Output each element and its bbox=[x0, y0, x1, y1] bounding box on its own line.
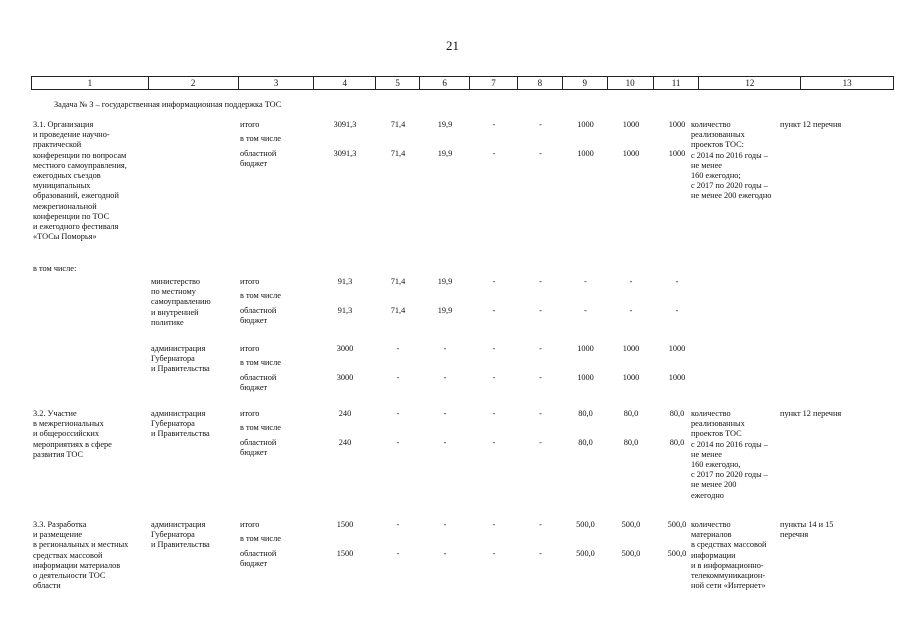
value-cell: - bbox=[584, 306, 587, 315]
value-cell: 1000 bbox=[668, 149, 686, 158]
value-cell: - bbox=[492, 373, 496, 382]
value-cell: 1000 bbox=[577, 344, 594, 353]
value-cell: - bbox=[629, 306, 633, 315]
indicator-text: ной сети «Интернет» bbox=[691, 581, 766, 591]
value-cell: 80,0 bbox=[578, 409, 593, 418]
reference-text: пункт 12 перечня bbox=[780, 120, 842, 129]
value-cell: 80,0 bbox=[623, 409, 639, 418]
measure-text: конференции по ТОС bbox=[33, 211, 110, 221]
page-number: 21 bbox=[446, 38, 459, 53]
value-cell: - bbox=[443, 549, 447, 558]
value-cell: - bbox=[539, 409, 542, 418]
value-cell: 19,9 bbox=[437, 120, 453, 129]
value-cell: 91,3 bbox=[337, 277, 353, 286]
value-cell: - bbox=[492, 344, 496, 353]
indicator-text: в средствах массовой bbox=[691, 540, 767, 550]
value-cell: - bbox=[539, 373, 542, 382]
indicator-text: 160 ежегодно, bbox=[691, 460, 741, 469]
header-col-12: 12 bbox=[699, 77, 801, 89]
measure-text: средствах массовой bbox=[33, 550, 103, 560]
value-cell: 71,4 bbox=[390, 306, 406, 315]
row-label: итого bbox=[240, 409, 260, 418]
executor-text: и Правительства bbox=[151, 540, 210, 550]
value-cell: 1000 bbox=[668, 373, 686, 382]
value-cell: 71,4 bbox=[390, 149, 406, 158]
value-cell: - bbox=[492, 549, 496, 558]
executor-text: министерство bbox=[151, 277, 201, 286]
indicator-text: материалов bbox=[691, 530, 732, 540]
row-label: в том числе bbox=[240, 423, 281, 432]
measure-text: развития ТОС bbox=[33, 449, 84, 459]
executor-text: администрация bbox=[151, 520, 206, 529]
indicator-text: проектов ТОС bbox=[691, 429, 742, 439]
value-cell: 1000 bbox=[668, 344, 686, 353]
value-cell: 240 bbox=[338, 438, 352, 447]
measure-text: и размещение bbox=[33, 530, 83, 540]
value-cell: 80,0 bbox=[669, 438, 685, 447]
indicator-text: с 2017 по 2020 годы – bbox=[691, 470, 768, 480]
value-cell: 91,3 bbox=[337, 306, 353, 315]
row-label: областной бюджет bbox=[240, 373, 277, 393]
indicator-text: с 2014 по 2016 годы – bbox=[691, 439, 768, 449]
value-cell: 1000 bbox=[622, 373, 640, 382]
measure-text: ежегодных съездов bbox=[33, 171, 101, 180]
executor-text: и внутренней bbox=[151, 307, 199, 317]
indicator-text: 160 ежегодно; bbox=[691, 171, 741, 180]
value-cell: 1000 bbox=[622, 120, 640, 129]
reference-text: пункт 12 перечня bbox=[780, 409, 842, 418]
indicator-text: реализованных bbox=[691, 419, 745, 429]
row-label: итого bbox=[240, 344, 260, 353]
value-cell: - bbox=[675, 306, 679, 315]
value-cell: - bbox=[492, 277, 496, 286]
value-cell: 500,0 bbox=[667, 549, 687, 558]
value-cell: - bbox=[396, 520, 400, 529]
header-col-7: 7 bbox=[470, 77, 518, 89]
value-cell: 1500 bbox=[336, 520, 354, 529]
executor-text: политике bbox=[151, 317, 184, 327]
row-label: итого bbox=[240, 520, 260, 529]
measure-text: информации материалов bbox=[33, 560, 121, 570]
value-cell: - bbox=[443, 344, 447, 353]
value-cell: 1000 bbox=[577, 120, 594, 129]
measure-text: конференции по вопросам bbox=[33, 150, 127, 160]
indicator-text: проектов ТОС: bbox=[691, 140, 744, 150]
executor-text: Губернатора bbox=[151, 354, 195, 364]
measure-text: мероприятиях в сфере bbox=[33, 439, 112, 449]
value-cell: - bbox=[539, 277, 542, 286]
value-cell: 500,0 bbox=[576, 549, 595, 558]
measure-text: практической bbox=[33, 140, 82, 150]
measure-text: в межрегиональных bbox=[33, 419, 104, 429]
value-cell: 1000 bbox=[622, 344, 640, 353]
value-cell: 500,0 bbox=[667, 520, 687, 529]
value-cell: - bbox=[443, 520, 447, 529]
header-col-5: 5 bbox=[376, 77, 420, 89]
indicator-text: реализованных bbox=[691, 130, 745, 140]
value-cell: - bbox=[443, 373, 447, 382]
row-label: итого bbox=[240, 120, 260, 129]
value-cell: 80,0 bbox=[578, 438, 593, 447]
value-cell: - bbox=[492, 120, 496, 129]
header-col-3: 3 bbox=[239, 77, 315, 89]
value-cell: - bbox=[492, 409, 496, 418]
indicator-text: количество bbox=[691, 520, 731, 529]
value-cell: - bbox=[492, 520, 496, 529]
value-cell: 240 bbox=[338, 409, 352, 418]
executor-text: и Правительства bbox=[151, 429, 210, 439]
measure-text: и общероссийских bbox=[33, 429, 100, 439]
value-cell: - bbox=[539, 120, 542, 129]
indicator-text: не менее bbox=[691, 160, 722, 170]
executor-text: администрация bbox=[151, 409, 206, 418]
value-cell: 500,0 bbox=[621, 520, 641, 529]
measure-text: межрегиональной bbox=[33, 201, 97, 211]
value-cell: - bbox=[396, 438, 400, 447]
row-label: в том числе bbox=[240, 134, 281, 143]
value-cell: 80,0 bbox=[669, 409, 685, 418]
value-cell: - bbox=[492, 306, 496, 315]
measure-text: и ежегодного фестиваля bbox=[33, 222, 119, 231]
value-cell: - bbox=[629, 277, 633, 286]
indicator-text: не менее 200 ежегодно bbox=[691, 191, 772, 201]
executor-text: администрация bbox=[151, 344, 206, 353]
value-cell: 3091,3 bbox=[333, 149, 357, 158]
header-col-10: 10 bbox=[608, 77, 654, 89]
value-cell: - bbox=[396, 373, 400, 382]
value-cell: 80,0 bbox=[623, 438, 639, 447]
executor-text: Губернатора bbox=[151, 530, 195, 540]
indicator-text: с 2014 по 2016 годы – bbox=[691, 150, 768, 160]
row-label: в том числе bbox=[240, 358, 281, 367]
indicator-text: не менее bbox=[691, 449, 722, 459]
value-cell: - bbox=[443, 438, 447, 447]
row-label: итого bbox=[240, 277, 260, 286]
value-cell: 19,9 bbox=[437, 306, 453, 315]
value-cell: 1500 bbox=[336, 549, 354, 558]
value-cell: - bbox=[539, 149, 542, 158]
value-cell: - bbox=[539, 344, 542, 353]
value-cell: 1000 bbox=[577, 373, 594, 382]
value-cell: 500,0 bbox=[621, 549, 641, 558]
measure-text: образований, ежегодной bbox=[33, 191, 119, 201]
executor-text: самоуправлению bbox=[151, 297, 211, 307]
header-col-2: 2 bbox=[149, 77, 239, 89]
row-label: областной бюджет bbox=[240, 149, 277, 169]
header-col-4: 4 bbox=[314, 77, 376, 89]
header-col-13: 13 bbox=[842, 78, 852, 88]
value-cell: - bbox=[396, 409, 400, 418]
value-cell: - bbox=[539, 520, 542, 529]
value-cell: - bbox=[675, 277, 679, 286]
indicator-text: информации bbox=[691, 550, 736, 560]
header-col-8: 8 bbox=[518, 77, 563, 89]
row-label: областной бюджет bbox=[240, 549, 277, 569]
indicator-text: ежегодно bbox=[691, 490, 724, 500]
measure-text: о деятельности ТОС bbox=[33, 571, 106, 580]
header-col-6: 6 bbox=[420, 77, 470, 89]
value-cell: 1000 bbox=[577, 149, 594, 158]
value-cell: 500,0 bbox=[576, 520, 595, 529]
value-cell: 1000 bbox=[668, 120, 686, 129]
indicator-text: количество bbox=[691, 120, 731, 129]
indicator-text: не менее 200 bbox=[691, 480, 737, 490]
value-cell: 71,4 bbox=[390, 120, 406, 129]
row-label: в том числе bbox=[240, 291, 281, 300]
table-header-row bbox=[31, 76, 894, 90]
task-title: Задача № 3 – государственная информационная поддержка ТОС bbox=[54, 100, 282, 109]
measure-text: 3.3. Разработка bbox=[33, 520, 87, 529]
measure-text: муниципальных bbox=[33, 181, 91, 191]
value-cell: - bbox=[584, 277, 587, 286]
indicator-text: количество bbox=[691, 409, 731, 418]
value-cell: 1000 bbox=[622, 149, 640, 158]
value-cell: 3000 bbox=[336, 373, 354, 382]
in-total-label: в том числе: bbox=[33, 264, 77, 273]
measure-text: 3.1. Организация bbox=[33, 120, 94, 129]
value-cell: - bbox=[396, 549, 400, 558]
measure-text: в региональных и местных bbox=[33, 540, 129, 550]
executor-text: и Правительства bbox=[151, 364, 210, 374]
value-cell: - bbox=[539, 438, 542, 447]
value-cell: 19,9 bbox=[437, 149, 453, 158]
reference-text: пункты 14 и 15 перечня bbox=[780, 520, 834, 540]
indicator-text: с 2017 по 2020 годы – bbox=[691, 181, 768, 191]
executor-text: Губернатора bbox=[151, 419, 195, 429]
value-cell: 19,9 bbox=[437, 277, 453, 286]
header-col-9: 9 bbox=[563, 77, 608, 89]
value-cell: - bbox=[539, 306, 542, 315]
indicator-text: телекоммуникацион- bbox=[691, 571, 766, 580]
measure-text: «ТОСы Поморья» bbox=[33, 232, 97, 242]
executor-text: по местному bbox=[151, 287, 196, 297]
measure-text: и проведение научно- bbox=[33, 130, 110, 140]
row-label: областной бюджет bbox=[240, 306, 277, 326]
value-cell: 71,4 bbox=[390, 277, 406, 286]
value-cell: 3000 bbox=[336, 344, 354, 353]
measure-text: области bbox=[33, 581, 61, 591]
value-cell: - bbox=[396, 344, 400, 353]
row-label: в том числе bbox=[240, 534, 281, 543]
value-cell: - bbox=[539, 549, 542, 558]
row-label: областной бюджет bbox=[240, 438, 277, 458]
measure-text: местного самоуправления, bbox=[33, 160, 127, 170]
value-cell: - bbox=[443, 409, 447, 418]
header-col-1: 1 bbox=[32, 77, 149, 89]
measure-text: 3.2. Участие bbox=[33, 409, 77, 418]
indicator-text: и в информационно- bbox=[691, 560, 764, 570]
value-cell: 3091,3 bbox=[333, 120, 357, 129]
value-cell: - bbox=[492, 149, 496, 158]
header-col-11: 11 bbox=[654, 77, 700, 89]
value-cell: - bbox=[492, 438, 496, 447]
